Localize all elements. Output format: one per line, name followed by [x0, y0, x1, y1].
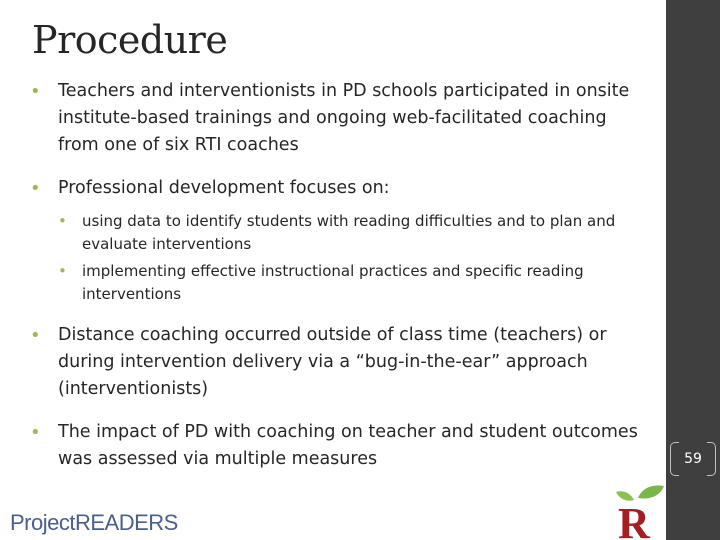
sub-bullet-icon: •: [58, 212, 67, 230]
sub-bullet-item: [58, 210, 645, 256]
bullet-text: Distance coaching occurred outside of class time (teachers) or during intervention delivery via a “bug-in-the-ear” approach (interventionists): [58, 325, 607, 399]
bullet-icon: •: [30, 422, 41, 443]
sub-bullet-text: using data to identify students with reading difficulties and to plan and evaluate interventions: [82, 212, 616, 253]
logo-text-readers: READERS: [74, 510, 178, 535]
logo-text-project: Project: [10, 510, 75, 535]
sub-bullet-list: [58, 210, 645, 306]
bullet-item: [30, 78, 645, 159]
r-letter: R: [618, 499, 650, 540]
slide-title: Procedure: [32, 18, 228, 62]
project-readers-logo: [10, 510, 178, 536]
bullet-text: The impact of PD with coaching on teacher and student outcomes was assessed via multiple measures: [58, 422, 638, 469]
bullet-text: Teachers and interventionists in PD schools participated in onsite institute-based trainings and ongoing web-facilitated coaching from one of six RTI coaches: [58, 81, 630, 155]
leaf-icon: [638, 486, 664, 499]
bullet-item: [30, 322, 645, 403]
sub-bullet-text: implementing effective instructional practices and specific reading interventions: [82, 262, 584, 303]
bullet-item: [30, 419, 645, 473]
bullet-icon: •: [30, 81, 41, 102]
sub-bullet-item: [58, 260, 645, 306]
bullet-item: [30, 175, 645, 202]
page-number-badge: [668, 442, 718, 476]
r-leaf-logo-icon: [612, 478, 672, 540]
page-number: 59: [684, 451, 702, 467]
slide-body: [30, 78, 645, 473]
bullet-icon: •: [30, 325, 41, 346]
bullet-icon: •: [30, 178, 41, 199]
sub-bullet-icon: •: [58, 262, 67, 280]
bullet-text: Professional development focuses on:: [58, 178, 390, 198]
